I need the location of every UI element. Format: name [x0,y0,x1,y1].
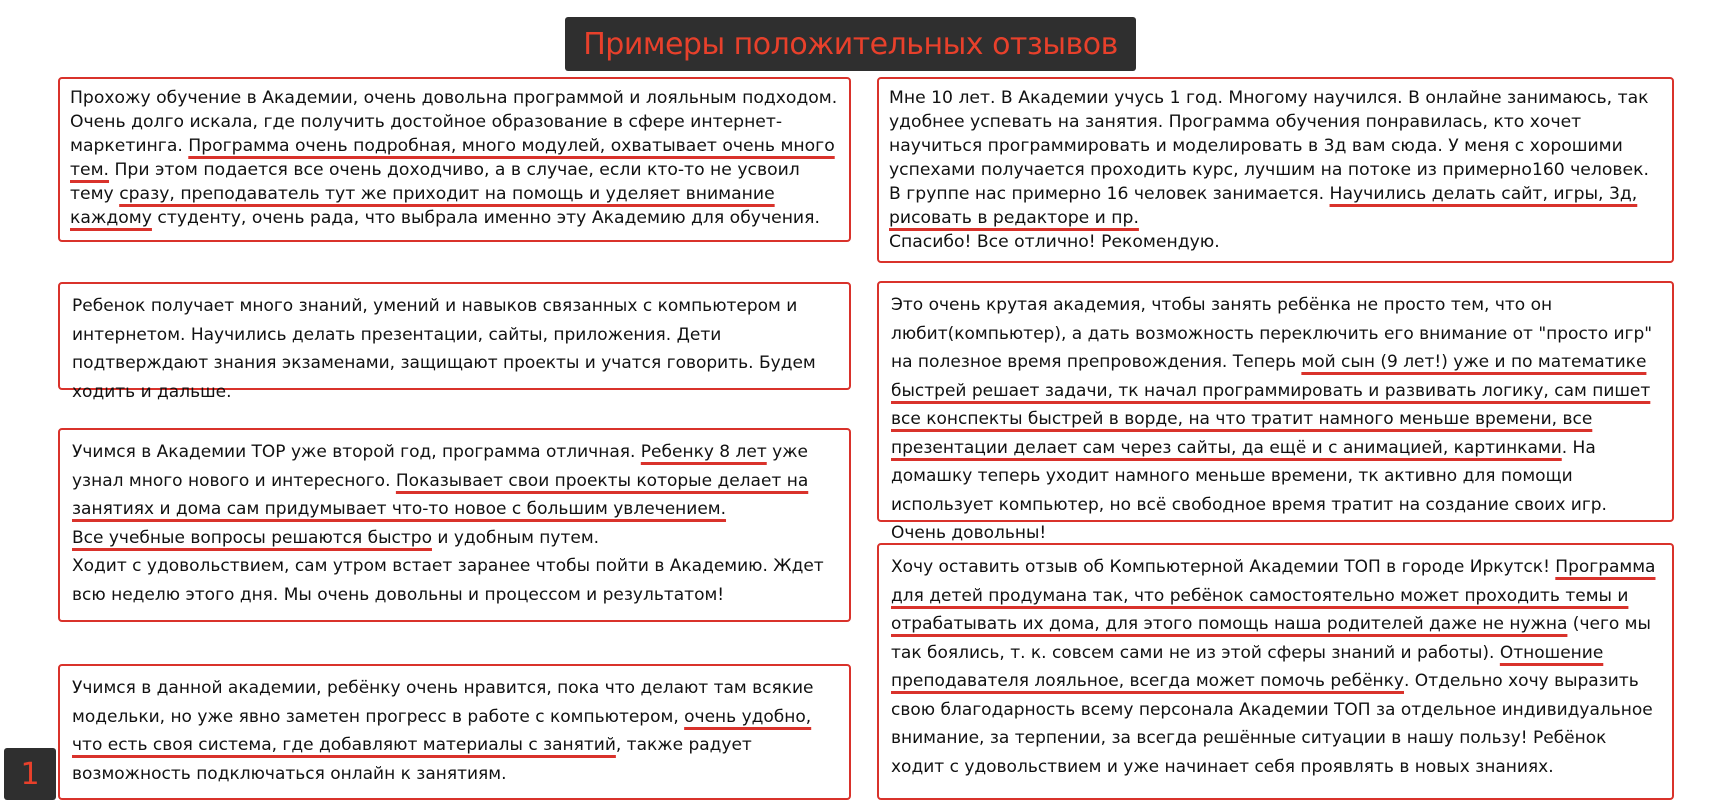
review-text [72,524,837,553]
review-text-plain: Хочу оставить отзыв об Компьютерной Академии ТОП в городе Иркутск! [891,557,1556,577]
review-text-plain: Прохожу обучение в Академии, очень довольна программой и лояльным подходом. Очень долго искала, где получить достойное образование в сфере интернет-маркетинга. [70,88,838,156]
review-highlight: мой сын (9 лет!) уже и по математике быстрей решает задачи, тк начал программировать и развивать логику, сам пишет все конспекты быстрей в ворде, на что тратит намного меньше времени, все презентации делает сам через сайты, да ещё и с анимацией, картинками [891,352,1651,458]
review-highlight: Все учебные вопросы решаются быстро [72,527,432,548]
review-text [891,291,1660,548]
review-text [72,438,837,524]
review-highlight: сразу, преподаватель тут же приходит на помощь и уделяет внимание каждому [70,184,775,228]
slide-title: Примеры положительных отзывов [583,26,1118,62]
review-text: Ходит с удовольствием, сам утром встает заранее чтобы пойти в Академию. Ждет всю неделю этого дня. Мы очень довольны и процессом и результатом! [72,556,824,605]
review-text [889,86,1662,230]
review-text-plain: Учимся в данной академии, ребёнку очень нравится, пока что делают там всякие модельки, но уже явно заметен прогресс в работе с компьютером, [72,678,814,727]
review-text [72,674,837,788]
review-text-plain: Мне 10 лет. В Академии учусь 1 год. Многому научился. В онлайне занимаюсь, так удобнее успевать на занятия. Программа обучения понравилась, кто хочет научиться программировать и моделировать в 3д вам сюда. У меня с хорошими успехами получается проходить курс, лучшим на потоке из примерно160 человек. В группе нас примерно 16 человек занимается. [889,88,1649,204]
review-card-1 [58,77,851,242]
review-text: Спасибо! Все отлично! Рекомендую. [889,232,1220,252]
review-text-plain: (чего мы так боялись, т. к. совсем сами не из этой сферы знаний и работы). [891,614,1651,663]
page-number: 1 [20,756,40,792]
review-text: Ребенок получает много знаний, умений и навыков связанных с компьютером и интернетом. Научились делать презентации, сайты, приложения. Дети подтверждают знания экзаменами, защищают проекты и учатся говорить. Будем ходить и дальше. [72,296,816,402]
review-card-4 [58,664,851,800]
page-number-badge [4,748,56,800]
review-card-6 [877,281,1674,543]
review-text-plain: студенту, очень рада, что выбрала именно эту Академию для обучения. [151,208,820,228]
review-text-plain: Учимся в Академии ТОР уже второй год, программа отличная. [72,442,641,462]
review-highlight: Ребенку 8 лет [640,442,767,462]
review-card-3 [58,428,851,622]
review-text-plain: . Отдельно хочу выразить свою благодарность всему персонала Академии ТОП за отдельное индивидуальное внимание, за терпении, за всегда решённые ситуации в нашу пользу! Ребёнок ходит с удовольствием и уже начинает себя проявлять в новых знаниях. [891,671,1653,777]
review-highlight: Отношение преподавателя лояльное, всегда может помочь ребёнку [891,642,1604,691]
review-highlight: очень удобно, что есть своя система, где добавляют материалы с занятий [72,706,812,755]
review-text [891,553,1660,781]
review-text-plain: , также радует возможность подключаться онлайн к занятиям. [72,735,752,784]
review-text [70,86,839,230]
review-text-plain: Это очень крутая академия, чтобы занять ребёнка не просто тем, что он любит(компьютер), а дать возможность переключить его внимание от "просто игр" на полезное время препровождения. Теперь [891,295,1653,372]
review-text-plain: и удобным путем. [431,527,600,548]
review-card-5 [877,77,1674,263]
review-text-plain: При этом подается все очень доходчиво, а в случае, если кто-то не усвоил тему [70,160,800,204]
slide-title-bar [565,17,1136,71]
review-highlight: Научились делать сайт, игры, 3д, рисовать в редакторе и пр. [889,184,1638,228]
review-text-plain: . На домашку теперь уходит намного меньше времени, тк активно для помощи использует компьютер, но всё свободное время тратит на создание своих игр. Очень довольны! [891,437,1607,543]
review-card-2 [58,282,851,402]
review-highlight: Программа для детей продумана так, что ребёнок самостоятельно может проходить темы и отрабатывать их дома, для этого помощь наша родителей даже не нужна [891,557,1656,634]
review-card-7 [877,543,1674,800]
review-text-plain: уже узнал много нового и интересного. [72,442,808,491]
review-highlight: Показывает свои проекты которые делает на занятиях и дома сам придумывает что-то новое с большим увлечением. [72,470,809,519]
review-highlight: Программа очень подробная, много модулей, охватывает очень много тем. [70,136,835,180]
